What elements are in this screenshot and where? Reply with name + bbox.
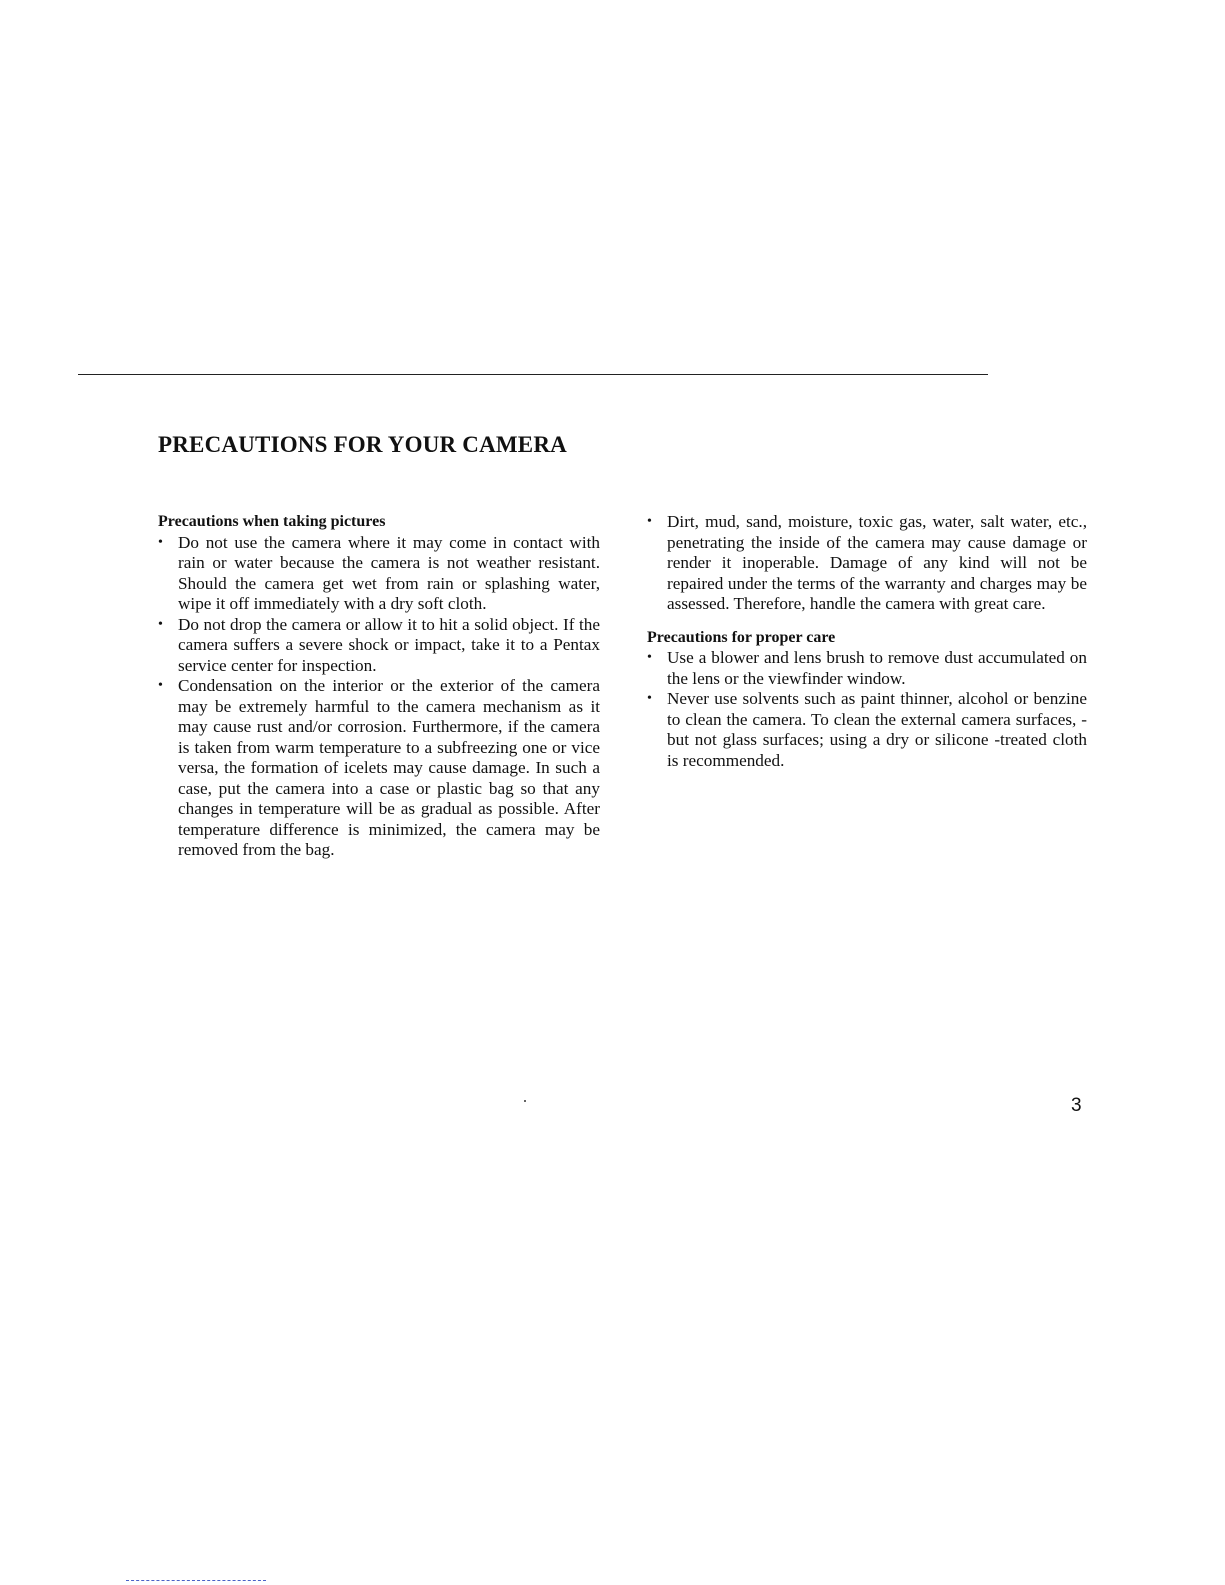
page-title: PRECAUTIONS FOR YOUR CAMERA: [158, 432, 567, 457]
list-item: [647, 648, 1087, 689]
section-heading-proper-care: Precautions for proper care: [647, 628, 836, 646]
header-rule: [78, 374, 988, 375]
scan-speck: [524, 1100, 526, 1102]
right-column: [647, 512, 1087, 771]
list-item: [158, 533, 600, 615]
damage-warning-list: [647, 512, 1087, 615]
taking-pictures-list: [158, 533, 600, 861]
list-item-text: Do not drop the camera or allow it to hit a solid object. If the camera suffers a severe shock or impact, take it to a Pentax service center for inspection.: [178, 614, 600, 675]
list-item: [158, 615, 600, 677]
bullet-icon: •: [647, 514, 652, 529]
left-column: [158, 512, 600, 861]
bullet-icon: •: [158, 534, 163, 550]
list-item: [647, 689, 1087, 771]
bullet-icon: •: [647, 650, 652, 665]
list-item-text: Dirt, mud, sand, moisture, toxic gas, water, salt water, etc., penetrating the inside of the camera may cause damage or render it inoperable. Damage of any kind will not be repaired under the terms of the warranty and charges may be assessed. Therefore, handle the camera with great care.: [667, 512, 1087, 613]
bullet-icon: •: [647, 691, 652, 706]
list-item-text: Use a blower and lens brush to remove dust accumulated on the lens or the viewfinder window.: [667, 648, 1087, 688]
list-item-text: Never use solvents such as paint thinner, alcohol or benzine to clean the camera. To clean the external camera surfaces, - but not glass surfaces; using a dry or silicone -treated cloth is recommended.: [667, 689, 1087, 770]
list-item-text: Condensation on the interior or the exterior of the camera may be extremely harmful to the camera mechanism as it may cause rust and/or corrosion. Furthermore, if the camera is taken from warm temperature to a subfreezing one or vice versa, the formation of icelets may cause damage. In such a case, put the camera into a case or plastic bag so that any changes in temperature will be as gradual as possible. After temperature difference is minimized, the camera may be removed from the bag.: [178, 676, 600, 859]
bullet-icon: •: [158, 678, 163, 693]
bullet-icon: •: [158, 616, 163, 632]
page-number: 3: [1071, 1095, 1082, 1116]
list-item: [158, 676, 600, 861]
proper-care-list: [647, 648, 1087, 771]
section-heading-taking-pictures: Precautions when taking pictures: [158, 513, 386, 530]
list-item: [647, 512, 1087, 615]
list-item-text: Do not use the camera where it may come in contact with rain or water because the camera is not weather resistant. Should the camera get wet from rain or splashing water, wipe it off immediately with a dry soft cloth.: [178, 532, 600, 613]
scan-edge-line: [126, 1580, 266, 1581]
